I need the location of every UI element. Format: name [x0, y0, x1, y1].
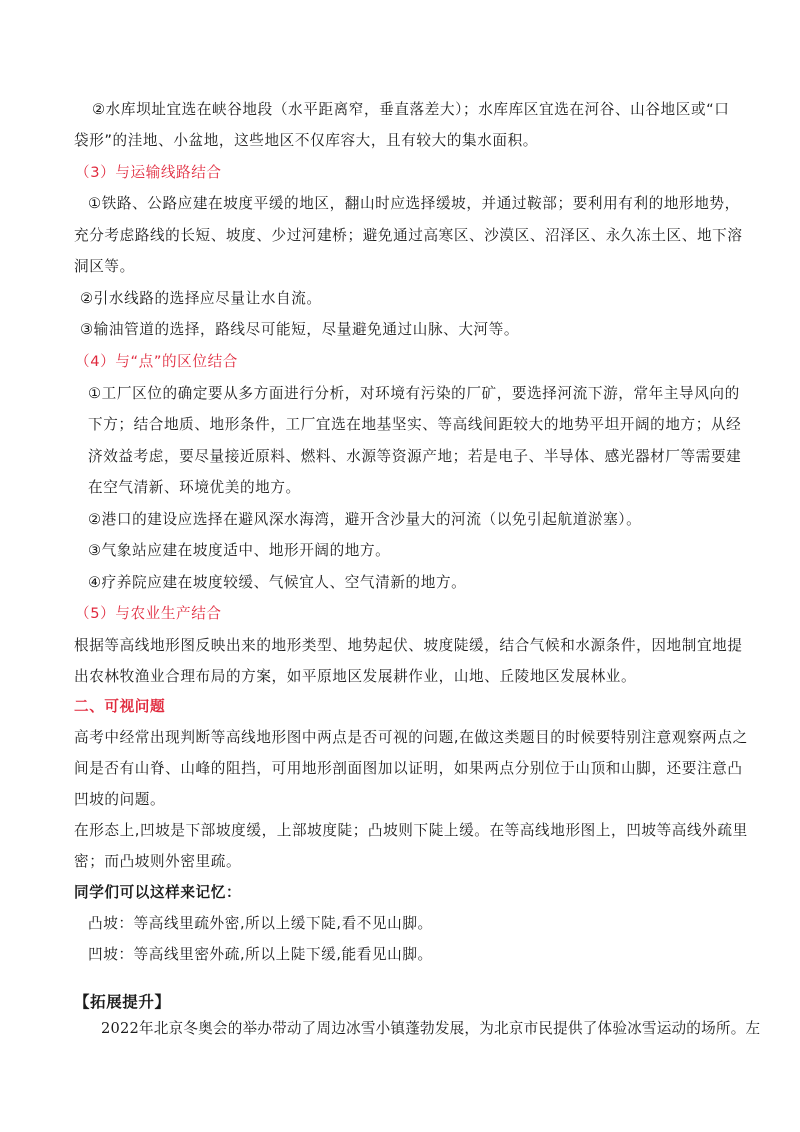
paragraph-concave-slope: 凹坡：等高线里密外疏,所以上陡下缓,能看见山脚。: [88, 946, 433, 963]
paragraph-slope-shape-cont: 密；而凸坡则外密里疏。: [74, 853, 242, 870]
paragraph-oil-pipeline: ③输油管道的选择，路线尽可能短，尽量避免通过山脉、大河等。: [80, 321, 520, 338]
paragraph-water-diversion: ②引水线路的选择应尽量让水自流。: [80, 290, 322, 307]
paragraph-reservoir-site-cont: 袋形”的洼地、小盆地，这些地区不仅库容大，且有较大的集水面积。: [74, 132, 538, 149]
paragraph-railway-road-end: 洞区等。: [74, 258, 135, 275]
paragraph-slope-shape: 在形态上,凹坡是下部坡度缓，上部坡度陡；凸坡则下陡上缓。在等高线地形图上，凹坡等高线外疏里: [74, 822, 748, 839]
heading-memory-tip: 同学们可以这样来记忆：: [74, 884, 242, 901]
paragraph-factory-location: ①工厂区位的确定要从多方面进行分析，对环境有污染的厂矿，要选择河流下游，常年主导风向的: [88, 385, 740, 402]
paragraph-winter-olympics: 2022年北京冬奥会的举办带动了周边冰雪小镇蓬勃发展，为北京市民提供了体验冰雪运动的场所。左: [101, 1020, 761, 1037]
paragraph-factory-location-2: 下方；结合地质、地形条件，工厂宜选在地基坚实、等高线间距较大的地势平坦开阔的地方；从经: [88, 416, 742, 433]
paragraph-railway-road: ①铁路、公路应建在坡度平缓的地区，翻山时应选择缓坡，并通过鞍部；要利用有利的地形地势，: [88, 195, 740, 212]
heading-transport-lines: （3）与运输线路结合: [75, 164, 222, 181]
heading-extension: 【拓展提升】: [74, 993, 171, 1011]
paragraph-visibility: 高考中经常出现判断等高线地形图中两点是否可视的问题,在做这类题目的时候要特别注意观察两点之: [74, 729, 748, 746]
paragraph-convex-slope: 凸坡：等高线里疏外密,所以上缓下陡,看不见山脚。: [88, 915, 433, 932]
heading-visibility: 二、可视问题: [74, 698, 166, 715]
paragraph-reservoir-site: ②水库坝址宜选在峡谷地段（水平距离窄，垂直落差大）；水库库区宜选在河谷、山谷地区或“口: [92, 101, 730, 118]
paragraph-sanatorium: ④疗养院应建在坡度较缓、气候宜人、空气清新的地方。: [88, 574, 467, 591]
paragraph-factory-location-4: 在空气清新、环境优美的地方。: [88, 479, 301, 496]
paragraph-railway-road-cont: 充分考虑路线的长短、坡度、少过河建桥；避免通过高寒区、沙漠区、沼泽区、永久冻土区、地下溶: [74, 227, 743, 244]
paragraph-visibility-2: 间是否有山脊、山峰的阻挡，可用地形剖面图加以证明，如果两点分别位于山顶和山脚，还要注意凸: [74, 760, 743, 777]
paragraph-agriculture: 根据等高线地形图反映出来的地形类型、地势起伏、坡度陡缓，结合气候和水源条件，因地制宜地提: [74, 637, 743, 654]
heading-agriculture: （5）与农业生产结合: [75, 605, 222, 622]
paragraph-port: ②港口的建设应选择在避风深水海湾，避开含沙量大的河流（以免引起航道淤塞）。: [88, 511, 642, 528]
paragraph-agriculture-cont: 出农林牧渔业合理布局的方案，如平原地区发展耕作业，山地、丘陵地区发展林业。: [74, 668, 637, 685]
paragraph-factory-location-3: 济效益考虑，要尽量接近原料、燃料、水源等资源产地；若是电子、半导体、感光器材厂等需要建: [88, 448, 742, 465]
paragraph-weather-station: ③气象站应建在坡度适中、地形开阔的地方。: [88, 542, 391, 559]
paragraph-visibility-3: 凹坡的问题。: [74, 791, 166, 808]
heading-point-location: （4）与“点”的区位结合: [75, 353, 238, 370]
